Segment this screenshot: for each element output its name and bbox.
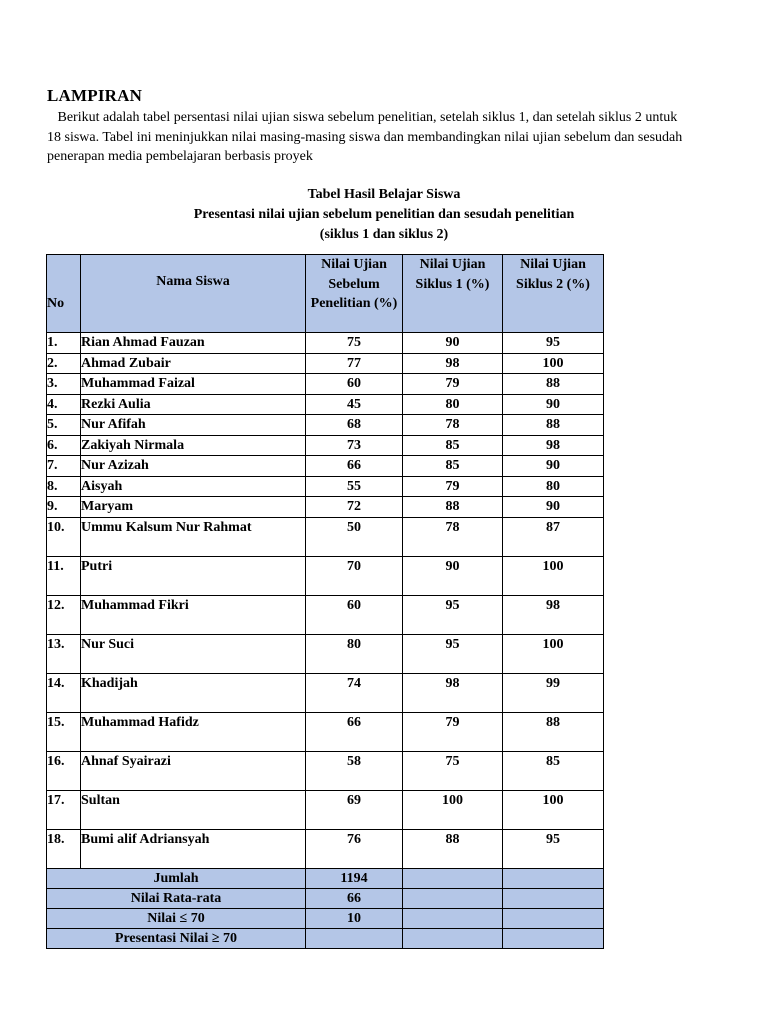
student-name: Zakiyah Nirmala [81,435,306,456]
page-heading: LAMPIRAN [47,86,143,105]
score-cycle2: 90 [503,394,604,415]
student-name: Ahnaf Syairazi [81,751,306,790]
student-name: Sultan [81,790,306,829]
summary-cycle2-value [503,908,604,928]
score-before: 45 [306,394,403,415]
table-caption-note: (siklus 1 dan siklus 2) [319,227,449,242]
row-number: 7. [47,456,81,477]
score-cycle2: 98 [503,595,604,634]
score-cycle2: 98 [503,435,604,456]
student-name: Nur Afifah [81,415,306,436]
summary-percent-above-70 [47,928,604,948]
score-before: 75 [306,333,403,354]
score-cycle1: 79 [403,476,503,497]
row-number: 5. [47,415,81,436]
score-cycle2: 99 [503,673,604,712]
student-name: Ahmad Zubair [81,353,306,374]
score-cycle1: 78 [403,517,503,556]
summary-average [47,888,604,908]
table-row [47,517,604,556]
score-cycle2: 95 [503,829,604,868]
table-row [47,456,604,477]
results-table [46,254,604,949]
table-row [47,790,604,829]
score-cycle1: 85 [403,456,503,477]
summary-below-70 [47,908,604,928]
score-before: 60 [306,595,403,634]
score-before: 77 [306,353,403,374]
summary-cycle2-value [503,928,604,948]
student-name: Muhammad Fikri [81,595,306,634]
score-cycle1: 80 [403,394,503,415]
score-cycle1: 85 [403,435,503,456]
score-before: 69 [306,790,403,829]
score-cycle2: 100 [503,790,604,829]
header-cycle1: Nilai Ujian Siklus 1 (%) [403,255,503,333]
header-before: Nilai Ujian Sebelum Penelitian (%) [306,255,403,333]
table-header-row [47,255,604,333]
summary-cycle1-value [403,868,503,888]
score-cycle1: 98 [403,353,503,374]
score-before: 73 [306,435,403,456]
score-cycle2: 95 [503,333,604,354]
score-cycle2: 90 [503,497,604,518]
table-row [47,751,604,790]
score-cycle1: 95 [403,634,503,673]
table-row [47,353,604,374]
score-cycle1: 78 [403,415,503,436]
score-cycle1: 88 [403,829,503,868]
student-name: Nur Suci [81,634,306,673]
table-row [47,476,604,497]
student-name: Aisyah [81,476,306,497]
row-number: 15. [47,712,81,751]
summary-total [47,868,604,888]
student-name: Muhammad Faizal [81,374,306,395]
row-number: 18. [47,829,81,868]
summary-cycle2-value [503,868,604,888]
score-cycle1: 88 [403,497,503,518]
table-row [47,712,604,751]
table-body [47,333,604,869]
score-cycle1: 79 [403,374,503,395]
row-number: 4. [47,394,81,415]
student-name: Putri [81,556,306,595]
student-name: Nur Azizah [81,456,306,477]
score-before: 68 [306,415,403,436]
score-cycle1: 98 [403,673,503,712]
summary-cycle1-value [403,928,503,948]
table-row [47,673,604,712]
table-row [47,435,604,456]
score-cycle1: 100 [403,790,503,829]
row-number: 2. [47,353,81,374]
table-row [47,634,604,673]
summary-label: Nilai Rata-rata [47,888,306,908]
score-cycle2: 87 [503,517,604,556]
table-row [47,333,604,354]
intro-paragraph [47,108,687,167]
row-number: 16. [47,751,81,790]
summary-cycle2-value [503,888,604,908]
summary-before-value: 1194 [306,868,403,888]
score-cycle2: 100 [503,353,604,374]
score-cycle2: 90 [503,456,604,477]
score-cycle2: 80 [503,476,604,497]
table-row [47,829,604,868]
score-cycle2: 85 [503,751,604,790]
student-name: Khadijah [81,673,306,712]
header-cycle2: Nilai Ujian Siklus 2 (%) [503,255,604,333]
score-cycle2: 88 [503,374,604,395]
student-name: Maryam [81,497,306,518]
table-row [47,415,604,436]
row-number: 6. [47,435,81,456]
score-before: 58 [306,751,403,790]
table-row [47,374,604,395]
summary-label: Jumlah [47,868,306,888]
score-cycle1: 90 [403,556,503,595]
score-before: 50 [306,517,403,556]
row-number: 12. [47,595,81,634]
score-cycle1: 75 [403,751,503,790]
summary-before-value [306,928,403,948]
score-cycle1: 79 [403,712,503,751]
table-row [47,497,604,518]
intro-text: Berikut adalah tabel persentasi nilai ujian siswa sebelum penelitian, setelah siklus 1, dan setelah siklus 2 untuk 18 siswa. Tabel ini meninjukkan nilai masing-masing siswa dan membandingkan nilai ujian sebelum dan sesudah penerapan media pembelajaran berbasis proyek [47,110,683,164]
row-number: 17. [47,790,81,829]
score-before: 66 [306,712,403,751]
score-cycle2: 100 [503,634,604,673]
table-summary [47,868,604,948]
row-number: 11. [47,556,81,595]
student-name: Bumi alif Adriansyah [81,829,306,868]
score-before: 72 [306,497,403,518]
table-row [47,394,604,415]
header-no: No [47,255,81,333]
table-caption-title: Tabel Hasil Belajar Siswa [307,187,461,202]
table-row [47,595,604,634]
row-number: 14. [47,673,81,712]
row-number: 10. [47,517,81,556]
summary-cycle1-value [403,908,503,928]
row-number: 1. [47,333,81,354]
summary-label: Nilai ≤ 70 [47,908,306,928]
score-cycle2: 100 [503,556,604,595]
student-name: Muhammad Hafidz [81,712,306,751]
score-before: 55 [306,476,403,497]
score-before: 60 [306,374,403,395]
score-before: 74 [306,673,403,712]
student-name: Ummu Kalsum Nur Rahmat [81,517,306,556]
summary-cycle1-value [403,888,503,908]
student-name: Rezki Aulia [81,394,306,415]
score-cycle2: 88 [503,415,604,436]
header-name: Nama Siswa [81,255,306,333]
student-name: Rian Ahmad Fauzan [81,333,306,354]
score-cycle1: 90 [403,333,503,354]
score-before: 70 [306,556,403,595]
row-number: 9. [47,497,81,518]
score-cycle2: 88 [503,712,604,751]
score-before: 66 [306,456,403,477]
row-number: 3. [47,374,81,395]
summary-before-value: 66 [306,888,403,908]
row-number: 13. [47,634,81,673]
score-cycle1: 95 [403,595,503,634]
summary-before-value: 10 [306,908,403,928]
table-row [47,556,604,595]
summary-label: Presentasi Nilai ≥ 70 [47,928,306,948]
score-before: 80 [306,634,403,673]
table-caption-subtitle: Presentasi nilai ujian sebelum penelitian dan sesudah penelitian [193,207,575,222]
score-before: 76 [306,829,403,868]
row-number: 8. [47,476,81,497]
